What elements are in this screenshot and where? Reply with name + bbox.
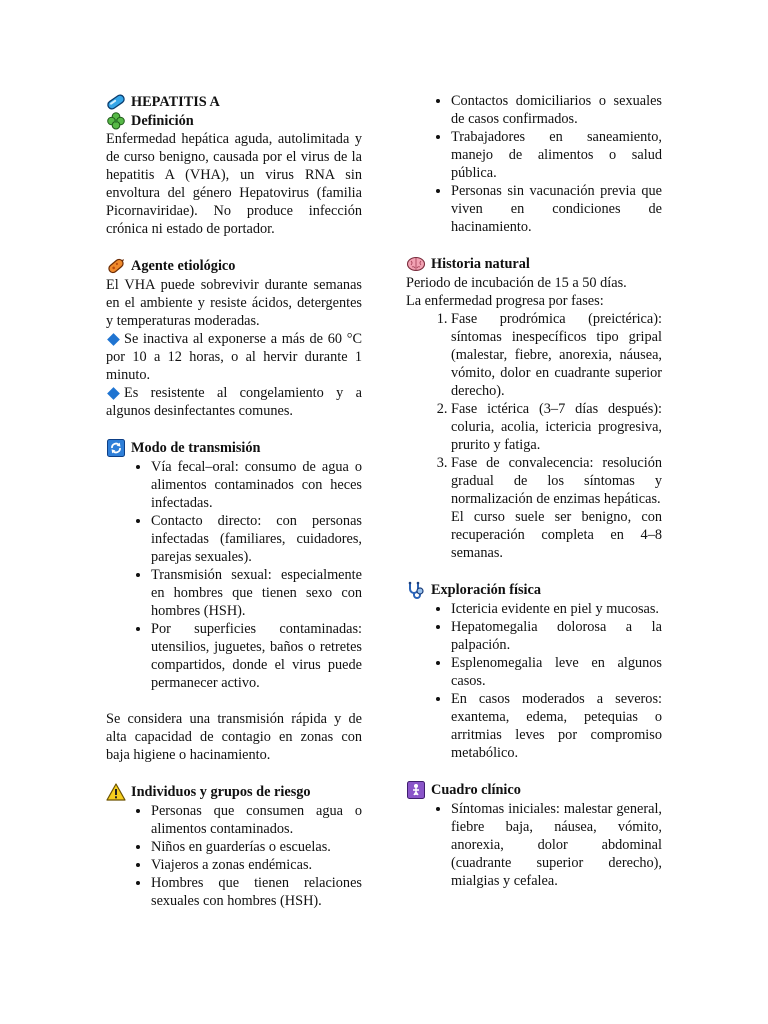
- historia-heading: [406, 254, 662, 274]
- stethoscope-icon: [406, 581, 426, 599]
- riesgo-list: [106, 802, 362, 910]
- left-column: [106, 92, 362, 910]
- historia-fases-intro: La enfermedad progresa por fases:: [406, 293, 604, 309]
- list-item: • Vía fecal–oral: consumo de agua o alimentos contaminados con heces infectadas.: [151, 458, 362, 512]
- phase-item: 2. Fase ictérica (3–7 días después): coluria, acolia, ictericia progresiva, prurito y fatiga.: [451, 400, 662, 454]
- list-item: • Transmisión sexual: especialmente en hombres que tienen sexo con hombres (HSH).: [151, 566, 362, 620]
- list-item: • Contacto directo: con personas infectadas (familiares, cuidadores, parejas sexuales).: [151, 512, 362, 566]
- agente-point: [106, 330, 362, 384]
- list-item: • En casos moderados a severos: exantema, edema, petequias o arritmias leves por compromiso metabólico.: [451, 690, 662, 762]
- blue-diamond-icon: [107, 333, 120, 346]
- historia-incubacion: Periodo de incubación de 15 a 50 días.: [406, 275, 627, 291]
- agente-heading: [106, 256, 362, 276]
- exploracion-heading: [406, 580, 662, 600]
- agente-point-text: Se inactiva al exponerse a más de 60 °C por 10 a 12 horas, o al hervir durante 1 minuto.: [106, 331, 362, 383]
- exploracion-list: [406, 600, 662, 762]
- list-item: • Viajeros a zonas endémicas.: [151, 856, 362, 874]
- blue-diamond-icon: [107, 387, 120, 400]
- cuadro-list: [406, 800, 662, 890]
- list-item: • Por superficies contaminadas: utensilios, juguetes, baños o retretes compartidos, donde el virus puede permanecer activo.: [151, 620, 362, 692]
- definicion-text: Enfermedad hepática aguda, autolimitada y de curso benigno, causada por el virus de la hepatitis A (VHA), un virus RNA sin envoltura del género Hepatovirus (familia Picornaviridae). No produce infección crónica ni estado de portador.: [106, 131, 362, 237]
- transmision-title: Modo de transmisión: [131, 440, 261, 456]
- historia-title: Historia natural: [431, 256, 530, 272]
- list-item: • Síntomas iniciales: malestar general, fiebre baja, náusea, vómito, anorexia, dolor abdominal (cuadrante superior derecho), mialgias y cefalea.: [451, 800, 662, 890]
- list-item: • Ictericia evidente en piel y mucosas.: [451, 600, 662, 618]
- historia-course: El curso suele ser benigno, con recuperación completa en 4–8 semanas.: [451, 509, 662, 561]
- list-item: • Personas que consumen agua o alimentos contaminados.: [151, 802, 362, 838]
- list-item: • Hombres que tienen relaciones sexuales con hombres (HSH).: [151, 874, 362, 910]
- list-item: • Hepatomegalia dolorosa a la palpación.: [451, 618, 662, 654]
- historia-phases: [406, 310, 662, 508]
- riesgo-title: Individuos y grupos de riesgo: [131, 784, 311, 800]
- clinic-icon: [406, 781, 426, 799]
- list-item: • Niños en guarderías o escuelas.: [151, 838, 362, 856]
- agente-title: Agente etiológico: [131, 258, 236, 274]
- phase-item: 1. Fase prodrómica (preictérica): síntomas inespecíficos tipo gripal (malestar, fiebre, anorexia, náusea, vómito, dolor en cuadrante superior derecho).: [451, 310, 662, 400]
- transmision-list: [106, 458, 362, 692]
- list-item: • Personas sin vacunación previa que viven en condiciones de hacinamiento.: [451, 182, 662, 236]
- agente-point-text: Es resistente al congelamiento y a algunos desinfectantes comunes.: [106, 385, 362, 419]
- warning-icon: [106, 783, 126, 801]
- cuadro-title: Cuadro clínico: [431, 782, 521, 798]
- right-column: [406, 92, 662, 890]
- agente-point: [106, 384, 362, 420]
- list-item: • Esplenomegalia leve en algunos casos.: [451, 654, 662, 690]
- list-item: • Contactos domiciliarios o sexuales de casos confirmados.: [451, 92, 662, 128]
- page-title: HEPATITIS A: [131, 94, 220, 110]
- clover-icon: [106, 112, 126, 130]
- phase-item: 3. Fase de convalecencia: resolución gradual de los síntomas y normalización de enzimas hepáticas.: [451, 454, 662, 508]
- transmision-heading: [106, 438, 362, 458]
- agente-text: El VHA puede sobrevivir durante semanas en el ambiente y resiste ácidos, detergentes y temperaturas moderadas.: [106, 277, 362, 329]
- cuadro-heading: [406, 780, 662, 800]
- list-item: • Trabajadores en saneamiento, manejo de alimentos o salud pública.: [451, 128, 662, 182]
- definicion-heading: [106, 112, 362, 130]
- title-heading: [106, 92, 362, 112]
- transmision-note: Se considera una transmisión rápida y de alta capacidad de contagio en zonas con baja higiene o hacinamiento.: [106, 711, 362, 763]
- riesgo-list-continued: [406, 92, 662, 236]
- refresh-icon: [106, 439, 126, 457]
- capsule-icon: [106, 93, 126, 111]
- bacteria-icon: [106, 257, 126, 275]
- brain-icon: [406, 255, 426, 273]
- definicion-title: Definición: [131, 113, 194, 129]
- exploracion-title: Exploración física: [431, 582, 542, 598]
- riesgo-heading: [106, 782, 362, 802]
